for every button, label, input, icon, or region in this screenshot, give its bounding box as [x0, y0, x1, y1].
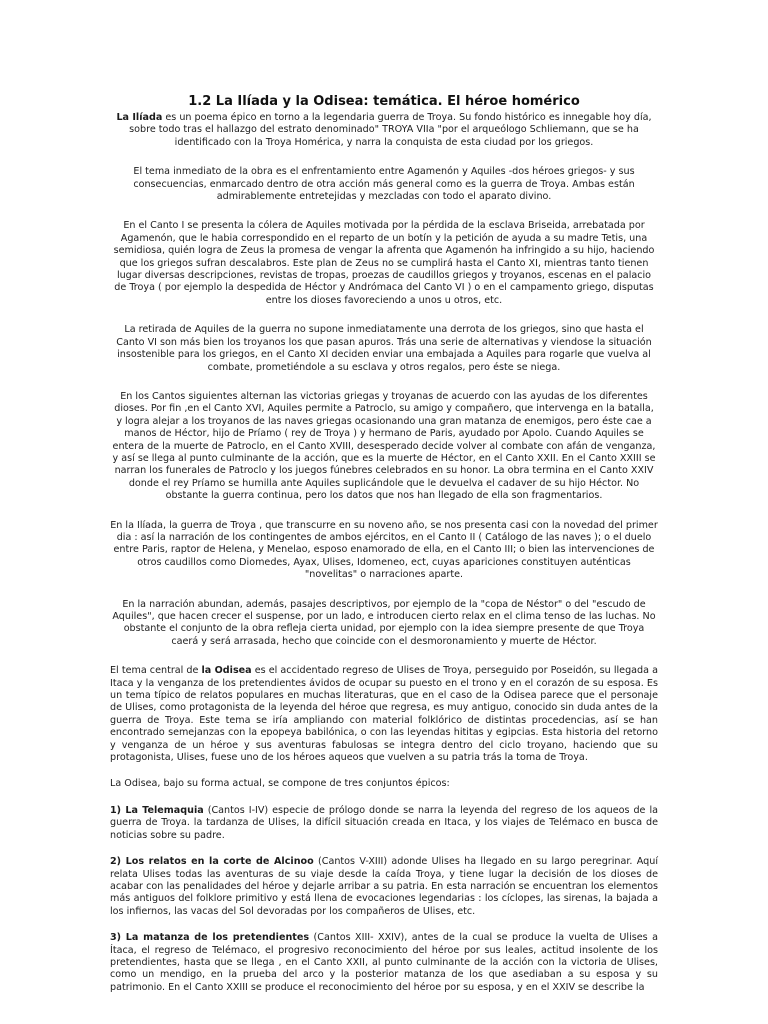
intro-text: es un poema épico en torno a la legendaria guerra de Troya. Su fondo histórico es innegable hoy día, sobre todo tras el hallazgo del estrato denominado" TROYA VIIa "por el arqueólogo Schliemann, que se ha identificado con la Troya Homérica, y narra la conquista de esta ciudad por los griegos. — [129, 112, 652, 148]
paragraph-odisea-tema — [110, 665, 658, 764]
paragraph-theme: El tema inmediato de la obra es el enfrentamiento entre Agamenón y Aquiles -dos héroes griegos- y sus consecuencias, enmarcado dentro de otra acción más general como es la guerra de Troya. Ambas están admirablemente entretejidas y mezcladas con todo el aparato divino. — [133, 166, 635, 203]
alcinoo-text: (Cantos V-XIII) adonde Ulises ha llegado en su largo peregrinar. Aquí relata Ulises todas las aventuras de su viaje desde la caída Troya, y tiene lugar la decisión de los dioses de acabar con las penalidades del héroe y dejarle arribar a su patria. En esta narración se encuentran los elementos más antiguos del folklore primitivo y está llena de evocaciones legendarias : los cíclopes, las sirenas, la bajada a los infiernos, las vacas del Sol devoradas por los compañeros de Ulises, etc. — [110, 856, 658, 917]
odisea-text: es el accidentado regreso de Ulises de Troya, perseguido por Poseidón, su llegada a Itaca y la venganza de los pretendientes ávidos de ocupar su puesto en el trono y en el corazón de su esposa. Es un tema típico de relatos populares en muchas literaturas, que en el caso de la Odisea parece que el personaje de Ulises, como protagonista de la leyenda del héroe que regresa, es muy antiguo, conocido sin duda antes de la guerra de Troya. Este tema se iría ampliando con material folklórico de distintas procedencias, así se han encontrado semejanzas con la epopeya babilónica, o con las leyendas hititas y egipcias. Esta historia del retorno y venganza de un héroe y sus aventuras fabulosas se integra dentro del ciclo troyano, haciendo que su protagonista, Ulises, fuese uno de los héroes aqueos que vuelven a su patria trás la toma de Troya. — [110, 665, 658, 764]
paragraph-guerra-troya: En la Ilíada, la guerra de Troya , que transcurre en su noveno año, se nos presenta casi con la novedad del primer dia : así la narración de los contingentes de ambos ejércitos, en el Canto II ( Catálogo de las naves ); o el duelo entre Paris, raptor de Helena, y Menelao, esposo enamorado de ella, en el Canto III; o bien las intervenciones de otros caudillos como Diomedes, Ayax, Ulises, Idomeneo, ect, cuyas apariciones constituyen auténticas "novelitas" o narraciones aparte. — [110, 519, 658, 581]
matanza-text: (Cantos XIII- XXIV), antes de la cual se produce la vuelta de Ulises a Ítaca, el regreso de Telémaco, el progresivo reconocimiento del héroe por sus leales, actitud insolente de los pretendientes, hasta que se llega , en el Canto XXII, al punto culminante de la acción con la victoria de Ulises, como un mendigo, en la prueba del arco y la posterior matanza de los que asediaban a su esposa y su patrimonio. En el Canto XXIII se produce el reconocimiento del héroe por su esposa, y en el XXIV se describe la — [110, 932, 658, 993]
paragraph-telemaquia — [110, 805, 658, 842]
alcinoo-heading: 2) Los relatos en la corte de Alcinoo — [110, 856, 314, 868]
telemaquia-heading: 1) La Telemaquia — [110, 804, 204, 816]
paragraph-intro — [110, 112, 658, 149]
document-page — [110, 88, 658, 994]
paragraph-matanza — [110, 932, 658, 994]
paragraph-conjuntos: La Odisea, bajo su forma actual, se compone de tres conjuntos épicos: — [110, 778, 450, 790]
odisea-bold: la Odisea — [201, 665, 252, 677]
odisea-pre: El tema central de — [110, 665, 202, 677]
paragraph-alcinoo — [110, 856, 658, 918]
paragraph-canto-i: En el Canto I se presenta la cólera de Aquiles motivada por la pérdida de la esclava Briseida, arrebatada por Agamenón, que le habia correspondido en el reparto de un botín y la petición de ayuda a su madre Tetis, una semidiosa, quién logra de Zeus la promesa de vengar la afrenta que Agamenón ha infringido a su hijo, haciendo que los griegos sufran descalabros. Este plan de Zeus no se cumplirá hasta el Canto XI, mientras tanto tienen lugar diversas descripciones, revistas de tropas, proezas de caudillos griegos y troyanos, escenas en el palacio de Troya ( por ejemplo la despedida de Héctor y Andrómaca del Canto VI ) o en el campamento griego, disputas entre los dioses favoreciendo a unos u otros, etc. — [113, 220, 655, 306]
matanza-heading: 3) La matanza de los pretendientes — [110, 932, 310, 944]
telemaquia-text: (Cantos I-IV) especie de prólogo donde se narra la leyenda del regreso de los aqueos de la guerra de Troya. la tardanza de Ulises, la difícil situación creada en Itaca, y los viajes de Telémaco en busca de noticias sobre su padre. — [110, 804, 658, 841]
page-title: 1.2 La Ilíada y la Odisea: temática. El héroe homérico — [188, 94, 580, 109]
paragraph-narracion: En la narración abundan, además, pasajes descriptivos, por ejemplo de la "copa de Néstor" o del "escudo de Aquiles", que hacen crecer el suspense, por un lado, e introducen cierto relax en el clima tenso de las luchas. No obstante el conjunto de la obra refleja cierta unidad, por ejemplo con la idea siempre presente de que Troya caerá y será arrasada, hecho que coincide con el desmoronamiento y muerte de Héctor. — [112, 598, 656, 647]
intro-lead: La Ilíada — [116, 112, 163, 123]
paragraph-cantos-siguientes: En los Cantos siguientes alternan las victorias griegas y troyanas de acuerdo con las ayudas de los diferentes dioses. Por fin ,en el Canto XVI, Aquiles permite a Patroclo, su amigo y compañero, que intervenga en la batalla, y logra alejar a los troyanos de las naves griegas ocasionando una gran matanza de enemigos, pero éste cae a manos de Héctor, hijo de Príamo ( rey de Troya ) y hermano de Paris, ayudado por Apolo. Cuando Aquiles se entera de la muerte de Patroclo, en el Canto XVIII, desesperado decide volver al combate con afán de venganza, y así se llega al punto culminante de la acción, que es la muerte de Héctor, en el Canto XXII. En el Canto XXIII se narran los funerales de Patroclo y los juegos fúnebres celebrados en su honor. La obra termina en el Canto XXIV donde el rey Príamo se humilla ante Aquiles suplicándole que le devuelva el cadaver de su hijo Héctor. No obstante la guerra continua, pero los datos que nos han llegado de ella son fragmentarios. — [112, 390, 656, 502]
paragraph-retirada: La retirada de Aquiles de la guerra no supone inmediatamente una derrota de los griegos, sino que hasta el Canto VI son más bien los troyanos los que pasan apuros. Trás una serie de alternativas y viendose la situación insostenible para los griegos, en el Canto XI deciden enviar una embajada a Aquiles para rogarle que vuelva al combate, prometiéndole a su esclava y otros regalos, pero éste se niega. — [116, 324, 652, 373]
